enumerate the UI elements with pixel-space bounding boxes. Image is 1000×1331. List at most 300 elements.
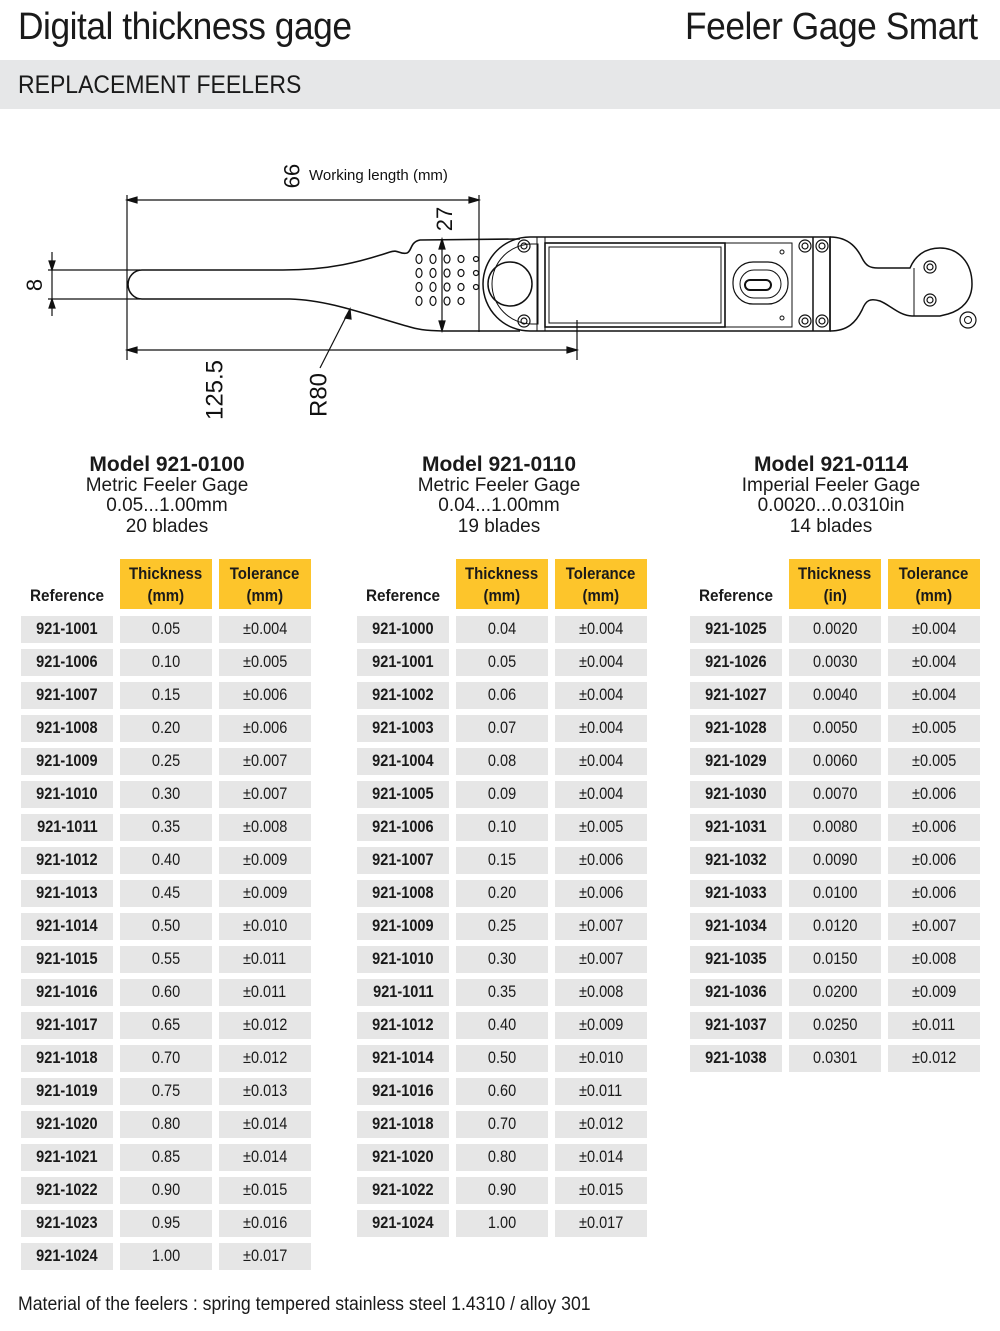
table-row: [357, 847, 647, 874]
table-row: [21, 1177, 311, 1204]
cell-reference: [357, 616, 449, 643]
cell-reference: [357, 847, 449, 874]
cell-value: 0.0050: [812, 719, 858, 737]
cell-value: 0.60: [487, 1082, 517, 1100]
cell-tolerance: [219, 1177, 311, 1204]
cell-thickness: [789, 814, 881, 841]
cell-reference: [690, 781, 782, 808]
cell-value: 0.80: [487, 1148, 517, 1166]
cell-value: 921-1007: [372, 851, 434, 869]
cell-thickness: [456, 1045, 548, 1072]
cell-tolerance: [555, 814, 647, 841]
cell-thickness: [789, 715, 881, 742]
screws: [518, 240, 936, 327]
cell-tolerance: [888, 979, 980, 1006]
cell-value: 921-1031: [705, 818, 767, 836]
column-header-tolerance-label: Tolerance: [230, 564, 300, 583]
cell-tolerance: [888, 682, 980, 709]
table-row: [357, 880, 647, 907]
model-type: Imperial Feeler Gage: [741, 474, 921, 496]
cell-value: ±0.015: [242, 1181, 288, 1199]
table-row: [690, 1012, 980, 1039]
cell-value: 921-1035: [705, 950, 767, 968]
lanyard-ring-icon: [960, 312, 976, 328]
cell-value: ±0.006: [911, 818, 957, 836]
cell-thickness: [789, 946, 881, 973]
table-row: [21, 913, 311, 940]
cell-value: 0.0060: [812, 752, 858, 770]
cell-value: ±0.009: [242, 851, 288, 869]
cell-reference: [357, 814, 449, 841]
cell-value: 921-1018: [372, 1115, 434, 1133]
cell-tolerance: [219, 946, 311, 973]
cell-reference: [21, 1045, 113, 1072]
cell-thickness: [456, 616, 548, 643]
arrow-icon: [127, 197, 137, 203]
cell-reference: [690, 1012, 782, 1039]
cell-tolerance: [555, 1210, 647, 1237]
cell-thickness: [120, 1012, 212, 1039]
cell-value: 0.85: [151, 1148, 181, 1166]
cell-value: 0.45: [151, 884, 181, 902]
cell-value: 921-1020: [372, 1148, 434, 1166]
cell-value: ±0.015: [578, 1181, 624, 1199]
column-header-tolerance: [219, 559, 311, 609]
cell-tolerance: [555, 781, 647, 808]
cell-value: 921-1026: [705, 653, 767, 671]
cell-value: 0.90: [151, 1181, 181, 1199]
cell-value: 0.0020: [812, 620, 858, 638]
cell-value: 921-1029: [705, 752, 767, 770]
cell-thickness: [789, 880, 881, 907]
column-header-reference: Reference: [699, 586, 773, 605]
cell-value: 0.20: [151, 719, 181, 737]
cell-thickness: [120, 1243, 212, 1270]
cell-thickness: [120, 1045, 212, 1072]
column-header-tolerance: [888, 559, 980, 609]
cell-tolerance: [555, 682, 647, 709]
cell-thickness: [120, 715, 212, 742]
table-row: [690, 880, 980, 907]
cell-thickness: [456, 649, 548, 676]
cell-tolerance: [555, 1012, 647, 1039]
dim-working-length-label: Working length (mm): [309, 167, 448, 184]
cell-value: ±0.006: [911, 884, 957, 902]
cell-value: 0.05: [487, 653, 517, 671]
cell-value: 0.30: [151, 785, 181, 803]
cell-tolerance: [219, 1012, 311, 1039]
table-row: [690, 913, 980, 940]
table-row: [357, 1012, 647, 1039]
cell-value: 921-1002: [372, 686, 434, 704]
cell-value: 921-1027: [705, 686, 767, 704]
cell-thickness: [120, 814, 212, 841]
cell-value: 0.40: [487, 1016, 517, 1034]
cell-value: 921-1006: [36, 653, 98, 671]
cell-tolerance: [555, 979, 647, 1006]
cell-value: 1.00: [487, 1214, 517, 1232]
cell-value: 0.0250: [812, 1016, 858, 1034]
page-title: Digital thickness gage: [18, 6, 352, 48]
cell-reference: [357, 946, 449, 973]
cell-value: 921-1028: [705, 719, 767, 737]
table-row: [690, 1045, 980, 1072]
section-band: [0, 60, 1000, 109]
cell-value: ±0.009: [578, 1016, 624, 1034]
cell-value: 921-1019: [36, 1082, 98, 1100]
model-blades: 19 blades: [457, 515, 541, 537]
cell-value: ±0.004: [578, 686, 624, 704]
cell-reference: [357, 748, 449, 775]
table-row: [21, 616, 311, 643]
cell-value: ±0.011: [243, 983, 287, 1001]
cell-value: 921-1038: [705, 1049, 767, 1067]
cell-value: 0.20: [487, 884, 517, 902]
cell-value: ±0.006: [911, 851, 957, 869]
model-range: 0.04...1.00mm: [438, 495, 560, 516]
cell-value: ±0.004: [911, 653, 957, 671]
cell-value: 921-1024: [372, 1214, 434, 1232]
table-row: [357, 1111, 647, 1138]
cell-reference: [21, 1078, 113, 1105]
cell-value: 921-1013: [36, 884, 98, 902]
cell-reference: [357, 1045, 449, 1072]
cell-reference: [690, 649, 782, 676]
cell-thickness: [120, 1078, 212, 1105]
cell-reference: [21, 1210, 113, 1237]
cell-value: 921-1001: [36, 620, 98, 638]
column-header-thickness-label: Thickness: [798, 564, 872, 583]
table-row: [357, 913, 647, 940]
cell-value: 921-1012: [372, 1016, 434, 1034]
cell-value: ±0.006: [578, 884, 624, 902]
cell-value: 0.55: [151, 950, 181, 968]
cell-value: ±0.005: [578, 818, 624, 836]
cell-value: 0.0040: [812, 686, 858, 704]
cell-thickness: [789, 748, 881, 775]
cell-tolerance: [888, 1045, 980, 1072]
cell-reference: [690, 1045, 782, 1072]
table-row: [21, 1243, 311, 1270]
table-row: [690, 781, 980, 808]
cell-value: ±0.017: [242, 1247, 288, 1265]
cell-value: 921-1006: [372, 818, 434, 836]
table-row: [690, 715, 980, 742]
model-type: Metric Feeler Gage: [85, 474, 249, 496]
cell-reference: [357, 1078, 449, 1105]
cell-value: 921-1010: [372, 950, 434, 968]
cell-value: 0.0070: [812, 785, 858, 803]
cell-tolerance: [555, 913, 647, 940]
column-header-tolerance-unit: (mm): [246, 586, 284, 605]
cell-thickness: [120, 979, 212, 1006]
table-row: [21, 1045, 311, 1072]
cell-tolerance: [219, 1078, 311, 1105]
cell-tolerance: [219, 616, 311, 643]
cell-thickness: [456, 748, 548, 775]
cell-value: ±0.012: [578, 1115, 624, 1133]
cell-thickness: [789, 913, 881, 940]
cell-value: ±0.005: [242, 653, 288, 671]
cell-tolerance: [219, 682, 311, 709]
cell-value: ±0.012: [242, 1016, 288, 1034]
cell-value: 921-1005: [372, 785, 434, 803]
cell-value: 0.0090: [812, 851, 858, 869]
cell-tolerance: [888, 1012, 980, 1039]
dim-radius: R80: [305, 372, 333, 418]
cell-thickness: [120, 1144, 212, 1171]
cell-value: 0.60: [151, 983, 181, 1001]
cell-value: 0.75: [151, 1082, 181, 1100]
table-row: [357, 1045, 647, 1072]
cell-value: 0.0120: [812, 917, 858, 935]
cell-reference: [21, 979, 113, 1006]
column-header-thickness-label: Thickness: [129, 564, 203, 583]
arrow-icon: [49, 261, 55, 270]
table-row: [690, 682, 980, 709]
cell-value: 921-1004: [372, 752, 434, 770]
cell-value: ±0.004: [578, 620, 624, 638]
cell-thickness: [456, 715, 548, 742]
dim-total-length: 125.5: [201, 359, 229, 421]
cell-tolerance: [888, 715, 980, 742]
cell-value: ±0.004: [578, 653, 624, 671]
cell-reference: [690, 946, 782, 973]
cell-value: 0.95: [151, 1214, 181, 1232]
cell-tolerance: [555, 715, 647, 742]
column-header-thickness-label: Thickness: [465, 564, 539, 583]
cell-value: ±0.010: [242, 917, 288, 935]
cell-reference: [357, 715, 449, 742]
cell-value: 921-1032: [705, 851, 767, 869]
cell-value: 0.70: [487, 1115, 517, 1133]
cell-tolerance: [888, 616, 980, 643]
column-header-tolerance-unit: (mm): [915, 586, 953, 605]
cell-value: ±0.006: [911, 785, 957, 803]
arrow-icon: [439, 321, 445, 331]
cell-reference: [21, 682, 113, 709]
cell-value: ±0.006: [242, 719, 288, 737]
cell-value: 0.35: [487, 983, 517, 1001]
model-name: Model 921-0100: [89, 453, 245, 476]
cell-tolerance: [555, 1144, 647, 1171]
product-name: Feeler Gage Smart: [685, 6, 978, 48]
cell-tolerance: [888, 748, 980, 775]
model-blades: 20 blades: [125, 515, 209, 537]
cell-value: 921-1015: [36, 950, 98, 968]
table-row: [21, 880, 311, 907]
cell-thickness: [456, 781, 548, 808]
cell-value: 0.0030: [812, 653, 858, 671]
display-window: [545, 243, 725, 327]
cell-value: 0.90: [487, 1181, 517, 1199]
cell-reference: [357, 1111, 449, 1138]
cell-thickness: [456, 814, 548, 841]
table-row: [21, 682, 311, 709]
cell-value: 921-1022: [372, 1181, 434, 1199]
cell-value: 0.0200: [812, 983, 858, 1001]
cell-value: 1.00: [151, 1247, 181, 1265]
cell-value: 0.04: [487, 620, 517, 638]
cell-tolerance: [555, 880, 647, 907]
table-row: [21, 1210, 311, 1237]
cell-tolerance: [555, 847, 647, 874]
grip-holes: [416, 255, 479, 306]
cell-value: 0.10: [487, 818, 517, 836]
cell-value: 0.80: [151, 1115, 181, 1133]
cell-value: 921-1011: [36, 818, 98, 836]
cell-reference: [21, 748, 113, 775]
dim-head-height: 27: [431, 206, 457, 232]
cell-value: 0.65: [151, 1016, 181, 1034]
cell-value: 921-1008: [36, 719, 98, 737]
cell-value: 921-1009: [36, 752, 98, 770]
column-header-thickness: [120, 559, 212, 609]
cell-reference: [21, 649, 113, 676]
cell-value: ±0.011: [579, 1082, 623, 1100]
table-row: [21, 979, 311, 1006]
cell-tolerance: [555, 1078, 647, 1105]
cell-tolerance: [219, 847, 311, 874]
cell-reference: [690, 979, 782, 1006]
cell-thickness: [456, 1177, 548, 1204]
column-header-reference: Reference: [366, 586, 440, 605]
cell-thickness: [456, 682, 548, 709]
cell-value: 0.07: [487, 719, 517, 737]
model-heading: [17, 455, 317, 537]
table-row: [690, 748, 980, 775]
cell-value: ±0.013: [242, 1082, 288, 1100]
cell-tolerance: [219, 1144, 311, 1171]
cell-thickness: [120, 880, 212, 907]
table-row: [690, 814, 980, 841]
cell-thickness: [120, 946, 212, 973]
cell-value: ±0.004: [578, 785, 624, 803]
table-row: [21, 781, 311, 808]
cell-value: 921-1016: [372, 1082, 434, 1100]
cell-thickness: [789, 1012, 881, 1039]
model-range: 0.05...1.00mm: [106, 495, 228, 516]
cell-value: ±0.005: [911, 719, 957, 737]
cell-value: 921-1014: [36, 917, 98, 935]
cell-value: 0.0150: [812, 950, 858, 968]
cell-reference: [690, 748, 782, 775]
table-row: [21, 715, 311, 742]
cell-reference: [357, 781, 449, 808]
table-row: [357, 1177, 647, 1204]
cell-value: ±0.012: [911, 1049, 957, 1067]
cell-reference: [21, 847, 113, 874]
table-row: [21, 847, 311, 874]
cell-value: 921-1018: [36, 1049, 98, 1067]
cell-value: 0.10: [151, 653, 181, 671]
cell-tolerance: [888, 880, 980, 907]
cell-thickness: [120, 616, 212, 643]
cell-value: ±0.014: [242, 1148, 288, 1166]
cell-value: 0.50: [151, 917, 181, 935]
cell-reference: [357, 913, 449, 940]
cell-tolerance: [555, 1045, 647, 1072]
cell-value: ±0.016: [242, 1214, 288, 1232]
table-row: [357, 1144, 647, 1171]
cell-value: 921-1009: [372, 917, 434, 935]
cell-value: ±0.007: [242, 785, 288, 803]
cell-value: 0.40: [151, 851, 181, 869]
cell-value: 0.0080: [812, 818, 858, 836]
model-heading: [349, 455, 649, 537]
cell-thickness: [456, 913, 548, 940]
cell-reference: [21, 1012, 113, 1039]
column-header-thickness: [789, 559, 881, 609]
cell-tolerance: [219, 1210, 311, 1237]
cell-value: 0.15: [151, 686, 181, 704]
arrow-icon: [567, 347, 577, 353]
cell-tolerance: [219, 781, 311, 808]
table-row: [21, 1144, 311, 1171]
cell-reference: [357, 979, 449, 1006]
cell-value: ±0.014: [242, 1115, 288, 1133]
cell-value: ±0.009: [911, 983, 957, 1001]
cell-value: ±0.011: [912, 1016, 956, 1034]
table-row: [357, 946, 647, 973]
cell-tolerance: [219, 913, 311, 940]
table-row: [357, 979, 647, 1006]
cell-reference: [21, 616, 113, 643]
device-body: [483, 237, 976, 331]
cell-tolerance: [219, 880, 311, 907]
cell-value: 0.30: [487, 950, 517, 968]
arrow-icon: [469, 197, 479, 203]
cell-thickness: [456, 946, 548, 973]
cell-value: 0.0100: [812, 884, 858, 902]
column-header-tolerance-unit: (mm): [582, 586, 620, 605]
cell-value: ±0.004: [578, 752, 624, 770]
cell-thickness: [120, 1210, 212, 1237]
table-row: [21, 946, 311, 973]
cell-thickness: [456, 1078, 548, 1105]
cell-value: 0.09: [487, 785, 517, 803]
cell-tolerance: [555, 616, 647, 643]
cell-tolerance: [888, 847, 980, 874]
cell-thickness: [456, 847, 548, 874]
dim-blade-width: 8: [21, 278, 47, 292]
table-row: [690, 979, 980, 1006]
cell-value: ±0.007: [242, 752, 288, 770]
cell-value: ±0.008: [578, 983, 624, 1001]
cell-thickness: [789, 781, 881, 808]
cell-reference: [21, 781, 113, 808]
cell-thickness: [789, 847, 881, 874]
cell-value: ±0.004: [911, 686, 957, 704]
cell-value: 921-1001: [372, 653, 434, 671]
cell-tolerance: [888, 781, 980, 808]
model-range: 0.0020...0.0310in: [757, 495, 905, 516]
cell-tolerance: [219, 979, 311, 1006]
material-note: Material of the feelers : spring tempered stainless steel 1.4310 / alloy 301: [18, 1294, 591, 1315]
cell-thickness: [120, 649, 212, 676]
cell-reference: [690, 847, 782, 874]
cell-value: 921-1000: [372, 620, 434, 638]
cell-value: ±0.004: [578, 719, 624, 737]
cell-value: ±0.009: [242, 884, 288, 902]
cell-thickness: [789, 1045, 881, 1072]
table-row: [690, 946, 980, 973]
cell-reference: [21, 1243, 113, 1270]
table-row: [357, 748, 647, 775]
cell-reference: [21, 715, 113, 742]
cell-reference: [357, 682, 449, 709]
table-row: [690, 649, 980, 676]
